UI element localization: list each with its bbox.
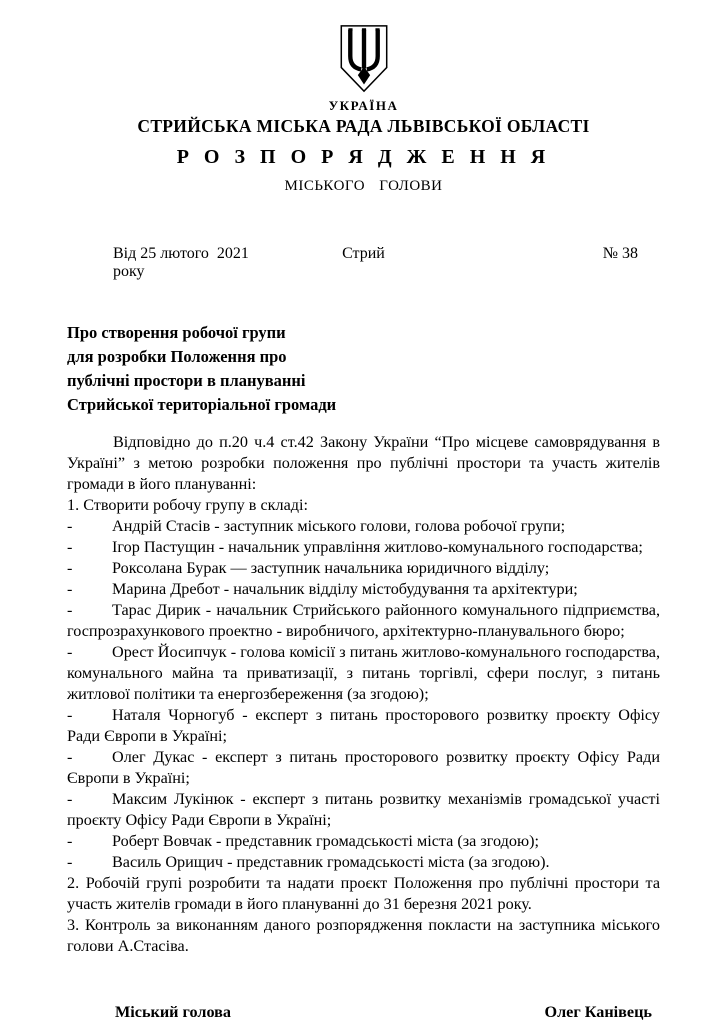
list-dash: - bbox=[67, 643, 73, 661]
document-number: № 38 bbox=[602, 245, 638, 262]
list-item bbox=[67, 600, 660, 642]
country-name: УКРАЇНА bbox=[328, 98, 399, 113]
list-item bbox=[67, 852, 660, 873]
list-item bbox=[67, 516, 660, 537]
member-text: Марина Дребот - начальник відділу містобудування та архітектури; bbox=[112, 580, 578, 598]
document-body bbox=[67, 432, 660, 957]
list-dash: - bbox=[67, 580, 73, 598]
list-item bbox=[67, 789, 660, 831]
document-author-line: МІСЬКОГО ГОЛОВИ bbox=[284, 178, 443, 194]
list-item bbox=[67, 747, 660, 789]
list-dash: - bbox=[67, 832, 73, 850]
subject-line: для розробки Положення про bbox=[67, 347, 287, 366]
member-text: Максим Лукінюк - експерт з питань розвитку механізмів громадської участі проєкту Офісу Ради Європи в Україні; bbox=[67, 790, 660, 829]
signer-name: Олег Канівець bbox=[544, 1003, 652, 1021]
ukraine-trident-emblem-icon bbox=[67, 24, 660, 94]
member-text: Тарас Дирик - начальник Стрийського районного комунального підприємства, госпрозрахункового проектно - виробничого, архітектурно-планувального бюро; bbox=[67, 601, 660, 640]
subject-block bbox=[67, 321, 660, 417]
list-item bbox=[67, 558, 660, 579]
list-dash: - bbox=[67, 853, 73, 871]
member-text: Ігор Пастущин - начальник управління житлово-комунального господарства; bbox=[112, 538, 643, 556]
list-dash: - bbox=[67, 790, 73, 808]
member-text: Олег Дукас - експерт з питань просторового розвитку проєкту Офісу Ради Європи в Україні; bbox=[67, 748, 660, 787]
member-text: Василь Орищич - представник громадськості міста (за згодою). bbox=[112, 853, 550, 871]
intro-paragraph: Відповідно до п.20 ч.4 ст.42 Закону України “Про місцеве самоврядування в Україні” з метою розробки положення про публічні простори та участь жителів громади в його плануванні: bbox=[67, 433, 660, 493]
list-item bbox=[67, 831, 660, 852]
subject-line: Стрийської територіальної громади bbox=[67, 395, 337, 414]
council-name: СТРИЙСЬКА МІСЬКА РАДА ЛЬВІВСЬКОЇ ОБЛАСТІ bbox=[137, 116, 590, 136]
list-item bbox=[67, 642, 660, 705]
list-dash: - bbox=[67, 601, 73, 619]
signer-position: Міський голова bbox=[115, 1003, 231, 1021]
member-text: Андрій Стасів - заступник міського голови, голова робочої групи; bbox=[112, 517, 566, 535]
item-1-heading: 1. Створити робочу групу в складі: bbox=[67, 496, 309, 514]
subject-line: публічні простори в плануванні bbox=[67, 371, 306, 390]
document-date: Від 25 лютого 2021 року bbox=[113, 245, 253, 280]
subject-line: Про створення робочої групи bbox=[67, 323, 286, 342]
list-item bbox=[67, 705, 660, 747]
document-type-title: Р О З П О Р Я Д Ж Е Н Н Я bbox=[176, 146, 551, 168]
signature-row bbox=[67, 1003, 660, 1022]
list-item bbox=[67, 537, 660, 558]
member-text: Наталя Чорногуб - експерт з питань просторового розвитку проєкту Офісу Ради Європи в Україні; bbox=[67, 706, 660, 745]
document-meta-row bbox=[67, 245, 660, 281]
document-city: Стрий bbox=[342, 245, 385, 262]
list-dash: - bbox=[67, 538, 73, 556]
list-dash: - bbox=[67, 748, 73, 766]
member-text: Роксолана Бурак — заступник начальника юридичного відділу; bbox=[112, 559, 550, 577]
list-dash: - bbox=[67, 559, 73, 577]
document-header bbox=[67, 24, 660, 195]
list-dash: - bbox=[67, 517, 73, 535]
list-item bbox=[67, 579, 660, 600]
member-text: Роберт Вовчак - представник громадськості міста (за згодою); bbox=[112, 832, 539, 850]
item-3-paragraph: 3. Контроль за виконанням даного розпорядження покласти на заступника міського голови А.Стасіва. bbox=[67, 916, 660, 955]
member-text: Орест Йосипчук - голова комісії з питань житлово-комунального господарства, комунального майна та приватизації, з питань торгівлі, сфери послуг, з питань житлової політики та енергозбереження (за згодою); bbox=[67, 643, 660, 703]
item-2-paragraph: 2. Робочій групі розробити та надати проєкт Положення про публічні простори та участь жителів громади в його плануванні до 31 березня 2021 року. bbox=[67, 874, 660, 913]
list-dash: - bbox=[67, 706, 73, 724]
